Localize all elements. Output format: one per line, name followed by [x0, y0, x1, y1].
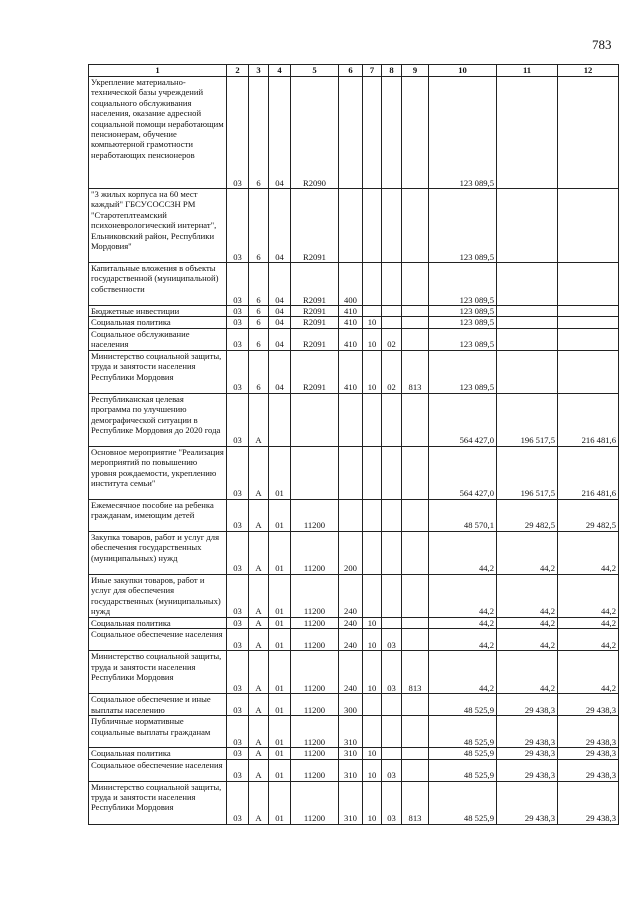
- cell-expense-type: 410: [339, 328, 363, 350]
- table-row: [89, 531, 619, 574]
- cell-razdel: [363, 694, 382, 716]
- cell-section: 03: [227, 263, 249, 306]
- cell-target-article: 11200: [291, 759, 339, 781]
- cell-sum-2019: 44,2: [497, 531, 558, 574]
- cell-grbs: [402, 189, 429, 263]
- table-row: [89, 306, 619, 317]
- cell-podrazdel: 02: [382, 328, 402, 350]
- cell-sum-2018: 48 525,9: [429, 759, 497, 781]
- cell-grbs: [402, 629, 429, 651]
- table-row: [89, 759, 619, 781]
- cell-target-article: 11200: [291, 781, 339, 824]
- cell-grbs: [402, 446, 429, 499]
- cell-sum-2020: [558, 263, 619, 306]
- cell-subprogram: [269, 393, 291, 446]
- cell-section: 03: [227, 617, 249, 628]
- cell-subprogram: 01: [269, 531, 291, 574]
- cell-section: 03: [227, 317, 249, 328]
- cell-grbs: [402, 748, 429, 759]
- cell-razdel: 10: [363, 350, 382, 393]
- cell-expense-type: 310: [339, 748, 363, 759]
- cell-sum-2020: 29 438,3: [558, 759, 619, 781]
- cell-grbs: [402, 499, 429, 531]
- cell-sum-2020: [558, 306, 619, 317]
- cell-podrazdel: 02: [382, 350, 402, 393]
- table-row: [89, 328, 619, 350]
- cell-sum-2018: 44,2: [429, 629, 497, 651]
- cell-sum-2018: 123 089,5: [429, 328, 497, 350]
- cell-razdel: 10: [363, 759, 382, 781]
- cell-sum-2019: [497, 317, 558, 328]
- cell-target-article: 11200: [291, 651, 339, 694]
- cell-program: 6: [249, 328, 269, 350]
- cell-expense-type: 240: [339, 617, 363, 628]
- cell-expense-type: 200: [339, 531, 363, 574]
- cell-razdel: [363, 716, 382, 748]
- table-row: [89, 393, 619, 446]
- cell-expense-type: 310: [339, 781, 363, 824]
- table-header-row: [89, 65, 619, 77]
- cell-sum-2018: 123 089,5: [429, 263, 497, 306]
- cell-sum-2018: 48 525,9: [429, 748, 497, 759]
- cell-grbs: 813: [402, 350, 429, 393]
- cell-section: 03: [227, 393, 249, 446]
- cell-program: А: [249, 499, 269, 531]
- cell-razdel: [363, 574, 382, 617]
- cell-target-article: R2091: [291, 350, 339, 393]
- cell-sum-2020: [558, 317, 619, 328]
- cell-subprogram: 01: [269, 651, 291, 694]
- cell-target-article: 11200: [291, 629, 339, 651]
- cell-razdel: 10: [363, 629, 382, 651]
- cell-expense-type: 410: [339, 306, 363, 317]
- cell-razdel: 10: [363, 617, 382, 628]
- cell-target-article: R2091: [291, 263, 339, 306]
- cell-program: 6: [249, 350, 269, 393]
- cell-podrazdel: 03: [382, 759, 402, 781]
- cell-podrazdel: 03: [382, 629, 402, 651]
- cell-subprogram: 04: [269, 189, 291, 263]
- cell-expense-type: 310: [339, 759, 363, 781]
- cell-target-article: 11200: [291, 716, 339, 748]
- cell-sum-2019: 44,2: [497, 617, 558, 628]
- cell-sum-2020: 29 438,3: [558, 748, 619, 759]
- cell-target-article: 11200: [291, 531, 339, 574]
- cell-section: 03: [227, 77, 249, 189]
- page-number: 783: [592, 37, 612, 52]
- cell-section: 03: [227, 189, 249, 263]
- cell-program: А: [249, 694, 269, 716]
- cell-sum-2019: 29 438,3: [497, 716, 558, 748]
- cell-sum-2019: 29 438,3: [497, 748, 558, 759]
- cell-name: Социальное обеспечение и иные выплаты населению: [89, 694, 227, 716]
- cell-sum-2020: 44,2: [558, 617, 619, 628]
- cell-grbs: [402, 306, 429, 317]
- header-cell-expense-type: 6: [339, 65, 363, 77]
- table-row: [89, 350, 619, 393]
- cell-sum-2020: 29 438,3: [558, 694, 619, 716]
- table-row: [89, 629, 619, 651]
- cell-sum-2019: 29 438,3: [497, 694, 558, 716]
- cell-program: 6: [249, 189, 269, 263]
- cell-sum-2019: 29 482,5: [497, 499, 558, 531]
- cell-razdel: 10: [363, 651, 382, 694]
- budget-table: [88, 64, 619, 825]
- cell-podrazdel: [382, 499, 402, 531]
- cell-podrazdel: [382, 317, 402, 328]
- cell-program: А: [249, 629, 269, 651]
- cell-podrazdel: [382, 748, 402, 759]
- cell-program: 6: [249, 263, 269, 306]
- header-cell-podrazdel: 8: [382, 65, 402, 77]
- cell-name: Республиканская целевая программа по улучшению демографической ситуации в Республике Мордовия до 2020 года: [89, 393, 227, 446]
- cell-sum-2020: [558, 189, 619, 263]
- cell-expense-type: 240: [339, 651, 363, 694]
- cell-sum-2018: 564 427,0: [429, 446, 497, 499]
- cell-sum-2020: [558, 328, 619, 350]
- cell-sum-2020: 216 481,6: [558, 393, 619, 446]
- cell-program: А: [249, 393, 269, 446]
- cell-grbs: [402, 317, 429, 328]
- cell-subprogram: 01: [269, 759, 291, 781]
- cell-sum-2020: [558, 77, 619, 189]
- cell-program: 6: [249, 306, 269, 317]
- cell-sum-2018: 123 089,5: [429, 317, 497, 328]
- cell-name: Капитальные вложения в объекты государственной (муниципальной) собственности: [89, 263, 227, 306]
- cell-program: 6: [249, 77, 269, 189]
- cell-section: 03: [227, 350, 249, 393]
- cell-grbs: [402, 694, 429, 716]
- cell-sum-2019: 196 517,5: [497, 446, 558, 499]
- cell-sum-2019: [497, 350, 558, 393]
- cell-program: А: [249, 748, 269, 759]
- cell-target-article: R2091: [291, 189, 339, 263]
- cell-razdel: [363, 189, 382, 263]
- cell-podrazdel: [382, 306, 402, 317]
- cell-razdel: [363, 263, 382, 306]
- cell-expense-type: [339, 189, 363, 263]
- cell-podrazdel: [382, 617, 402, 628]
- cell-name: "3 жилых корпуса на 60 мест каждый" ГБСУСОССЗН РМ "Старотеплтеамский психоневрологический интернат", Ельниковский район, Республики Мордовия": [89, 189, 227, 263]
- cell-program: А: [249, 531, 269, 574]
- cell-subprogram: 01: [269, 574, 291, 617]
- cell-subprogram: 01: [269, 748, 291, 759]
- cell-podrazdel: [382, 263, 402, 306]
- table-row: [89, 574, 619, 617]
- cell-name: Социальное обслуживание населения: [89, 328, 227, 350]
- header-cell-grbs: 9: [402, 65, 429, 77]
- cell-podrazdel: [382, 77, 402, 189]
- cell-grbs: [402, 328, 429, 350]
- cell-sum-2019: [497, 263, 558, 306]
- cell-name: Основное мероприятие "Реализация мероприятий по повышению уровня рождаемости, укреплению института семьи": [89, 446, 227, 499]
- cell-podrazdel: [382, 574, 402, 617]
- cell-section: 03: [227, 306, 249, 317]
- cell-expense-type: 240: [339, 574, 363, 617]
- header-cell-name: 1: [89, 65, 227, 77]
- header-cell-target-article: 5: [291, 65, 339, 77]
- cell-name: Иные закупки товаров, работ и услуг для обеспечения государственных (муниципальных) нужд: [89, 574, 227, 617]
- cell-razdel: 10: [363, 781, 382, 824]
- cell-program: А: [249, 651, 269, 694]
- cell-grbs: 813: [402, 651, 429, 694]
- table-body: [89, 65, 619, 825]
- table-row: [89, 317, 619, 328]
- cell-subprogram: 04: [269, 350, 291, 393]
- cell-sum-2018: 44,2: [429, 651, 497, 694]
- cell-subprogram: 01: [269, 629, 291, 651]
- cell-target-article: R2091: [291, 317, 339, 328]
- cell-expense-type: 400: [339, 263, 363, 306]
- cell-name: Бюджетные инвестиции: [89, 306, 227, 317]
- cell-grbs: [402, 77, 429, 189]
- cell-expense-type: 310: [339, 716, 363, 748]
- cell-program: А: [249, 574, 269, 617]
- cell-razdel: [363, 306, 382, 317]
- cell-subprogram: 04: [269, 328, 291, 350]
- table-row: [89, 617, 619, 628]
- cell-sum-2018: 564 427,0: [429, 393, 497, 446]
- cell-section: 03: [227, 446, 249, 499]
- cell-section: 03: [227, 574, 249, 617]
- cell-expense-type: [339, 446, 363, 499]
- header-cell-sum-2018: 10: [429, 65, 497, 77]
- cell-subprogram: 04: [269, 306, 291, 317]
- cell-razdel: [363, 531, 382, 574]
- table-row: [89, 748, 619, 759]
- header-cell-subprogram: 4: [269, 65, 291, 77]
- cell-expense-type: 300: [339, 694, 363, 716]
- header-cell-program: 3: [249, 65, 269, 77]
- cell-sum-2018: 123 089,5: [429, 77, 497, 189]
- cell-sum-2018: 48 570,1: [429, 499, 497, 531]
- cell-podrazdel: 03: [382, 651, 402, 694]
- table-row: [89, 446, 619, 499]
- cell-podrazdel: [382, 189, 402, 263]
- cell-subprogram: 04: [269, 77, 291, 189]
- table-row: [89, 77, 619, 189]
- cell-section: 03: [227, 629, 249, 651]
- cell-grbs: [402, 531, 429, 574]
- cell-podrazdel: [382, 716, 402, 748]
- cell-section: 03: [227, 781, 249, 824]
- cell-sum-2020: 29 438,3: [558, 781, 619, 824]
- table-row: [89, 694, 619, 716]
- cell-expense-type: [339, 499, 363, 531]
- cell-target-article: [291, 393, 339, 446]
- cell-sum-2019: 29 438,3: [497, 781, 558, 824]
- cell-razdel: 10: [363, 748, 382, 759]
- cell-podrazdel: [382, 694, 402, 716]
- cell-grbs: [402, 393, 429, 446]
- cell-program: А: [249, 446, 269, 499]
- cell-name: Ежемесячное пособие на ребенка гражданам, имеющим детей: [89, 499, 227, 531]
- cell-target-article: R2090: [291, 77, 339, 189]
- cell-program: А: [249, 781, 269, 824]
- cell-name: Министерство социальной защиты, труда и занятости населения Республики Мордовия: [89, 350, 227, 393]
- cell-sum-2018: 44,2: [429, 531, 497, 574]
- cell-podrazdel: 03: [382, 781, 402, 824]
- cell-razdel: [363, 393, 382, 446]
- cell-grbs: [402, 574, 429, 617]
- cell-section: 03: [227, 748, 249, 759]
- cell-grbs: 813: [402, 781, 429, 824]
- cell-section: 03: [227, 716, 249, 748]
- cell-sum-2019: 44,2: [497, 651, 558, 694]
- cell-subprogram: 04: [269, 317, 291, 328]
- cell-name: Социальная политика: [89, 617, 227, 628]
- cell-razdel: [363, 77, 382, 189]
- cell-grbs: [402, 263, 429, 306]
- cell-section: 03: [227, 651, 249, 694]
- table-row: [89, 781, 619, 824]
- cell-target-article: [291, 446, 339, 499]
- cell-sum-2018: 123 089,5: [429, 306, 497, 317]
- cell-sum-2018: 44,2: [429, 574, 497, 617]
- cell-sum-2020: 44,2: [558, 651, 619, 694]
- header-cell-sum-2019: 11: [497, 65, 558, 77]
- cell-grbs: [402, 759, 429, 781]
- cell-name: Социальное обеспечение населения: [89, 629, 227, 651]
- cell-grbs: [402, 716, 429, 748]
- cell-razdel: 10: [363, 317, 382, 328]
- cell-target-article: 11200: [291, 694, 339, 716]
- cell-grbs: [402, 617, 429, 628]
- cell-program: 6: [249, 317, 269, 328]
- table-row: [89, 499, 619, 531]
- cell-expense-type: 410: [339, 317, 363, 328]
- cell-subprogram: 01: [269, 694, 291, 716]
- table-row: [89, 263, 619, 306]
- cell-expense-type: [339, 393, 363, 446]
- cell-name: Укрепление материально-технической базы учреждений социального обслуживания населения, оказание адресной социальной помощи неработающим пенсионерам, обучение компьютерной грамотности неработающих пенсионеров: [89, 77, 227, 189]
- cell-subprogram: 01: [269, 499, 291, 531]
- cell-expense-type: [339, 77, 363, 189]
- cell-sum-2019: 196 517,5: [497, 393, 558, 446]
- cell-program: А: [249, 617, 269, 628]
- cell-sum-2018: 48 525,9: [429, 694, 497, 716]
- cell-sum-2018: 48 525,9: [429, 716, 497, 748]
- cell-podrazdel: [382, 531, 402, 574]
- cell-sum-2019: 44,2: [497, 629, 558, 651]
- cell-name: Министерство социальной защиты, труда и занятости населения Республики Мордовия: [89, 781, 227, 824]
- cell-program: А: [249, 716, 269, 748]
- table-row: [89, 716, 619, 748]
- cell-razdel: [363, 499, 382, 531]
- cell-target-article: R2091: [291, 328, 339, 350]
- cell-podrazdel: [382, 393, 402, 446]
- cell-section: 03: [227, 531, 249, 574]
- cell-sum-2020: [558, 350, 619, 393]
- cell-razdel: 10: [363, 328, 382, 350]
- cell-name: Социальное обеспечение населения: [89, 759, 227, 781]
- cell-expense-type: 410: [339, 350, 363, 393]
- header-cell-section: 2: [227, 65, 249, 77]
- cell-target-article: 11200: [291, 574, 339, 617]
- cell-subprogram: 01: [269, 781, 291, 824]
- header-cell-sum-2020: 12: [558, 65, 619, 77]
- cell-sum-2018: 123 089,5: [429, 189, 497, 263]
- cell-target-article: 11200: [291, 617, 339, 628]
- cell-podrazdel: [382, 446, 402, 499]
- cell-sum-2020: 44,2: [558, 531, 619, 574]
- cell-sum-2020: 29 438,3: [558, 716, 619, 748]
- cell-name: Социальная политика: [89, 748, 227, 759]
- cell-sum-2020: 44,2: [558, 574, 619, 617]
- cell-name: Закупка товаров, работ и услуг для обеспечения государственных (муниципальных) нужд: [89, 531, 227, 574]
- table-row: [89, 651, 619, 694]
- cell-subprogram: 04: [269, 263, 291, 306]
- cell-name: Публичные нормативные социальные выплаты гражданам: [89, 716, 227, 748]
- cell-section: 03: [227, 759, 249, 781]
- table-row: [89, 189, 619, 263]
- cell-program: А: [249, 759, 269, 781]
- cell-subprogram: 01: [269, 716, 291, 748]
- cell-razdel: [363, 446, 382, 499]
- header-cell-razdel: 7: [363, 65, 382, 77]
- cell-target-article: 11200: [291, 748, 339, 759]
- cell-sum-2020: 29 482,5: [558, 499, 619, 531]
- cell-section: 03: [227, 328, 249, 350]
- cell-subprogram: 01: [269, 446, 291, 499]
- cell-sum-2019: [497, 328, 558, 350]
- cell-sum-2019: [497, 77, 558, 189]
- cell-section: 03: [227, 499, 249, 531]
- cell-sum-2019: 44,2: [497, 574, 558, 617]
- cell-sum-2020: 44,2: [558, 629, 619, 651]
- cell-sum-2019: 29 438,3: [497, 759, 558, 781]
- cell-sum-2019: [497, 189, 558, 263]
- cell-sum-2018: 44,2: [429, 617, 497, 628]
- cell-expense-type: 240: [339, 629, 363, 651]
- cell-name: Социальная политика: [89, 317, 227, 328]
- cell-sum-2020: 216 481,6: [558, 446, 619, 499]
- cell-target-article: R2091: [291, 306, 339, 317]
- cell-section: 03: [227, 694, 249, 716]
- cell-name: Министерство социальной защиты, труда и занятости населения Республики Мордовия: [89, 651, 227, 694]
- cell-target-article: 11200: [291, 499, 339, 531]
- cell-sum-2019: [497, 306, 558, 317]
- cell-sum-2018: 123 089,5: [429, 350, 497, 393]
- cell-subprogram: 01: [269, 617, 291, 628]
- cell-sum-2018: 48 525,9: [429, 781, 497, 824]
